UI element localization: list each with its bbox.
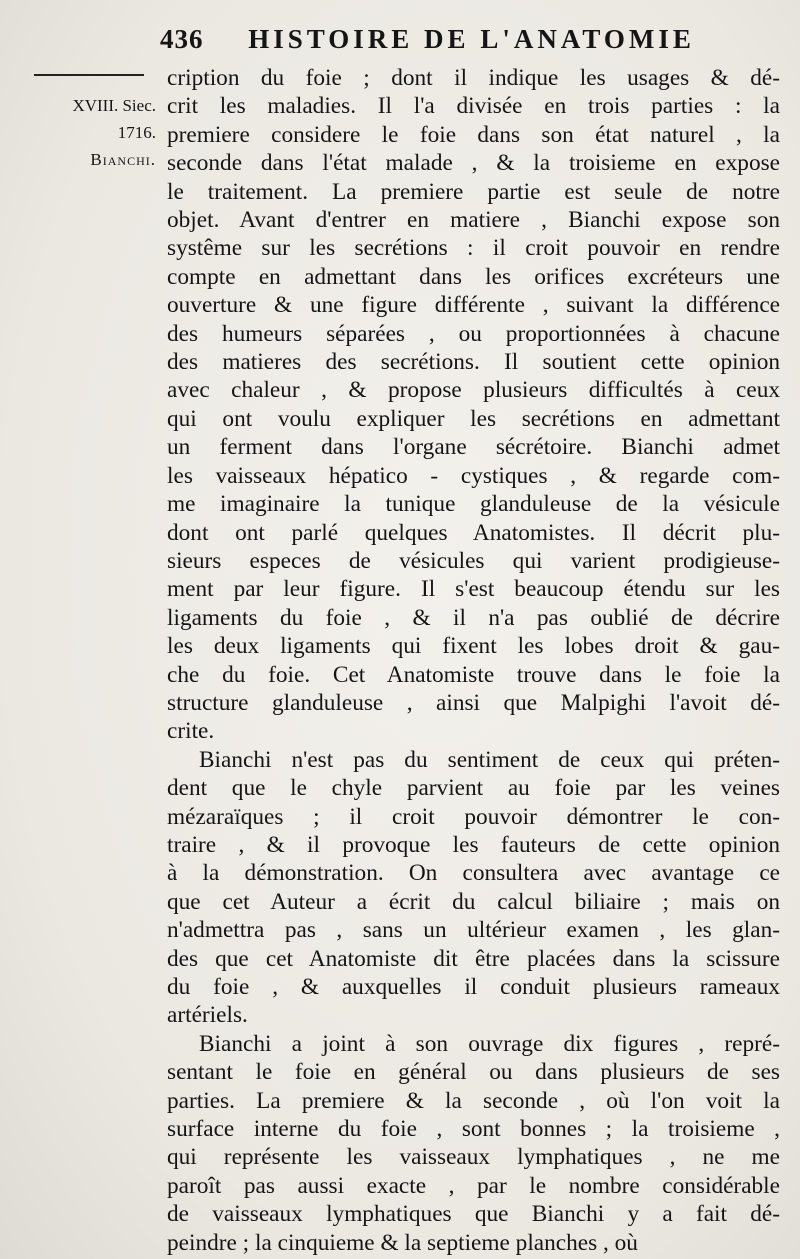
text-line: objet. Avant d'entrer en matiere , Bianchi expose son <box>167 207 780 234</box>
running-title: HISTOIRE DE L'ANATOMIE <box>248 24 695 54</box>
text-line: premiere considere le foie dans son état naturel , la <box>167 121 780 148</box>
text-line: surface interne du foie , sont bonnes ; la troisieme , <box>167 1116 780 1143</box>
text-line: cription du foie ; dont il indique les usages & dé- <box>167 65 780 91</box>
text-line: les deux ligaments qui fixent les lobes droit & gau- <box>167 633 780 660</box>
text-line: n'admettra pas , sans un ultérieur examen , les glan- <box>167 917 780 944</box>
margin-notes <box>16 92 156 173</box>
text-line: avec chaleur , & propose plusieurs difficultés à ceux <box>167 377 780 404</box>
text-line: traire , & il provoque les fauteurs de cette opinion <box>167 831 780 858</box>
text-line: compte en admettant dans les orifices excréteurs une <box>167 263 780 290</box>
text-line: che du foie. Cet Anatomiste trouve dans le foie la <box>167 661 780 688</box>
text-line: des humeurs séparées , ou proportionnées à chacune <box>167 320 780 347</box>
text-line: le traitement. La premiere partie est seule de notre <box>167 178 780 205</box>
text-line: sentant le foie en général ou dans plusieurs de ses <box>167 1059 780 1086</box>
page-number: 436 <box>160 24 204 54</box>
text-line: artériels. <box>167 1002 248 1029</box>
margin-year: 1716. <box>117 123 156 142</box>
text-line: me imaginaire la tunique glanduleuse de la vésicule <box>167 491 780 518</box>
margin-author: Bianchi. <box>90 150 156 169</box>
text-line: parties. La premiere & la seconde , où l'on voit la <box>167 1087 780 1114</box>
text-line: seconde dans l'état malade , & la troisieme en expose <box>167 150 780 177</box>
paragraph <box>167 1030 780 1257</box>
text-line: ligaments du foie , & il n'a pas oublié de décrire <box>167 604 780 631</box>
margin-century: XVIII. Siec. <box>72 96 156 115</box>
text-line: qui ont voulu expliquer les secrétions en admettant <box>167 405 780 432</box>
text-body <box>167 64 780 1257</box>
text-line: de vaisseaux lymphatiques que Bianchi y a fait dé- <box>167 1201 780 1228</box>
text-line: paroît pas aussi exacte , par le nombre considérable <box>167 1172 780 1199</box>
text-line: ouverture & une figure différente , suivant la différence <box>167 292 780 319</box>
text-line: systême sur les secrétions : il croit pouvoir en rendre <box>167 235 780 262</box>
text-line: ment par leur figure. Il s'est beaucoup étendu sur les <box>167 576 780 603</box>
text-line: crite. <box>167 718 215 745</box>
text-line: un ferment dans l'organe sécrétoire. Bianchi admet <box>167 434 780 461</box>
text-line: à la démonstration. On consultera avec avantage ce <box>167 860 780 887</box>
text-line: les vaisseaux hépatico - cystiques , & regarde com- <box>167 462 780 489</box>
running-header <box>160 24 780 58</box>
text-line: dont ont parlé quelques Anatomistes. Il décrit plu- <box>167 519 780 546</box>
paragraph <box>167 64 780 746</box>
text-line: des que cet Anatomiste dit être placées dans la scissure <box>167 945 780 972</box>
text-line: Bianchi n'est pas du sentiment de ceux qui préten- <box>199 746 780 773</box>
text-line: du foie , & auxquelles il conduit plusieurs rameaux <box>167 974 780 1000</box>
text-line: des matieres des secrétions. Il soutient cette opinion <box>167 349 780 376</box>
text-line: mézaraïques ; il croit pouvoir démontrer le con- <box>167 803 780 830</box>
text-line: peindre ; la cinquieme & la septieme planches , où <box>167 1229 638 1256</box>
margin-rule <box>34 74 144 76</box>
text-line: Bianchi a joint à son ouvrage dix figures , repré- <box>199 1030 780 1057</box>
text-line: sieurs especes de vésicules qui varient prodigieuse- <box>167 547 780 574</box>
text-line: structure glanduleuse , ainsi que Malpighi l'avoit dé- <box>167 689 780 716</box>
text-line: crit les maladies. Il l'a divisée en trois parties : la <box>167 93 780 120</box>
text-line: que cet Auteur a écrit du calcul biliaire ; mais on <box>167 888 780 915</box>
text-line: qui représente les vaisseaux lymphatiques , ne me <box>167 1144 780 1171</box>
paragraph <box>167 746 780 1030</box>
text-line: dent que le chyle parvient au foie par les veines <box>167 775 780 802</box>
